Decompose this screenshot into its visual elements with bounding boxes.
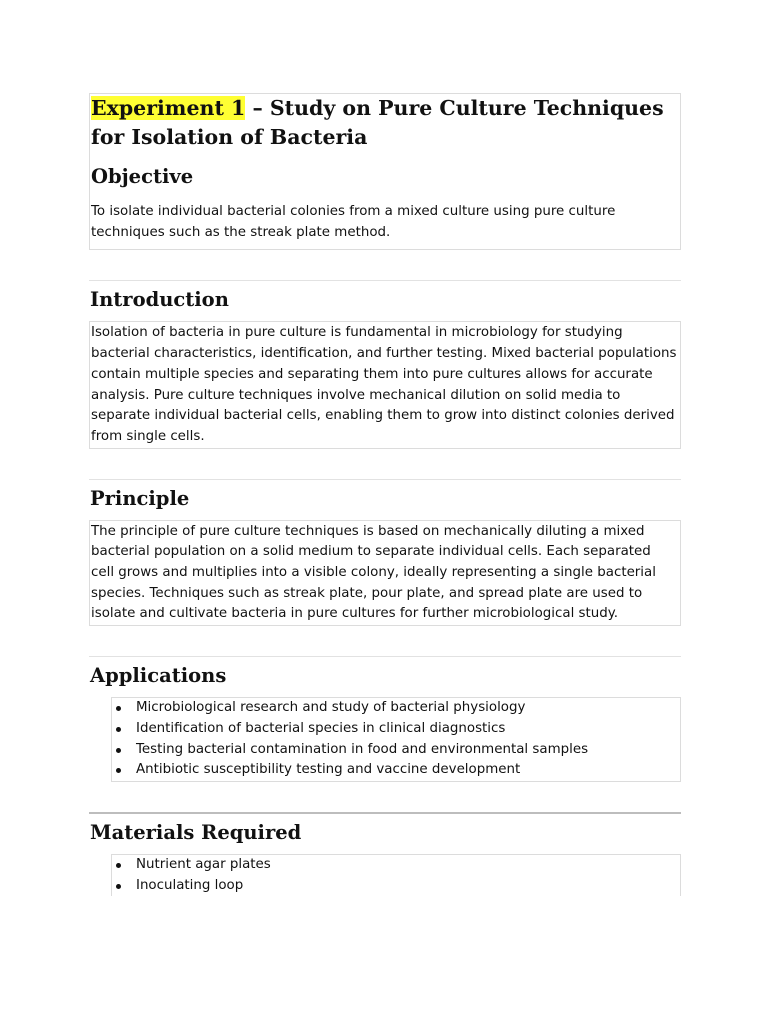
principle-block bbox=[89, 520, 681, 627]
document-page bbox=[89, 93, 681, 913]
applications-list bbox=[112, 698, 680, 781]
materials-list-block bbox=[111, 854, 681, 896]
introduction-block bbox=[89, 321, 681, 448]
list-item: Inoculating loop bbox=[112, 876, 680, 897]
title-rest: – Study on Pure Culture Techniques for Isolation of Bacteria bbox=[91, 96, 664, 149]
objective-text: To isolate individual bacterial colonies from a mixed culture using pure culture techniques such as the streak plate method. bbox=[91, 204, 616, 240]
list-item: Microbiological research and study of bacterial physiology bbox=[112, 698, 680, 719]
objective-heading: Objective bbox=[91, 165, 194, 188]
title-highlight: Experiment 1 bbox=[91, 96, 246, 120]
title-block bbox=[89, 93, 681, 250]
introduction-section-head bbox=[89, 281, 681, 321]
materials-list bbox=[112, 855, 680, 896]
materials-heading: Materials Required bbox=[90, 820, 302, 844]
applications-heading: Applications bbox=[90, 664, 227, 688]
list-item: Testing bacterial contamination in food and environmental samples bbox=[112, 740, 680, 761]
document-title bbox=[91, 94, 678, 152]
materials-section-head bbox=[89, 814, 681, 854]
applications-list-block bbox=[111, 697, 681, 782]
principle-section-head bbox=[89, 480, 681, 520]
list-item: Nutrient agar plates bbox=[112, 855, 680, 876]
introduction-text: Isolation of bacteria in pure culture is fundamental in microbiology for studying bacterial characteristics, identification, and further testing. Mixed bacterial populations contain multiple species and separating them into pure cultures allows for accurate analysis. Pure culture techniques involve mechanical dilution on solid media to separate individual bacterial cells, enabling them to grow into distinct colonies derived from single cells. bbox=[91, 325, 677, 444]
principle-heading: Principle bbox=[90, 486, 190, 510]
applications-section-head bbox=[89, 657, 681, 697]
principle-text: The principle of pure culture techniques is based on mechanically diluting a mixed bacterial population on a solid medium to separate individual cells. Each separated cell grows and multiplies into a visible colony, ideally representing a single bacterial species. Techniques such as streak plate, pour plate, and spread plate are used to isolate and cultivate bacteria in pure cultures for further microbiological study. bbox=[91, 523, 656, 622]
list-item: Identification of bacterial species in clinical diagnostics bbox=[112, 719, 680, 740]
list-item: Antibiotic susceptibility testing and vaccine development bbox=[112, 760, 680, 781]
introduction-heading: Introduction bbox=[90, 288, 229, 312]
